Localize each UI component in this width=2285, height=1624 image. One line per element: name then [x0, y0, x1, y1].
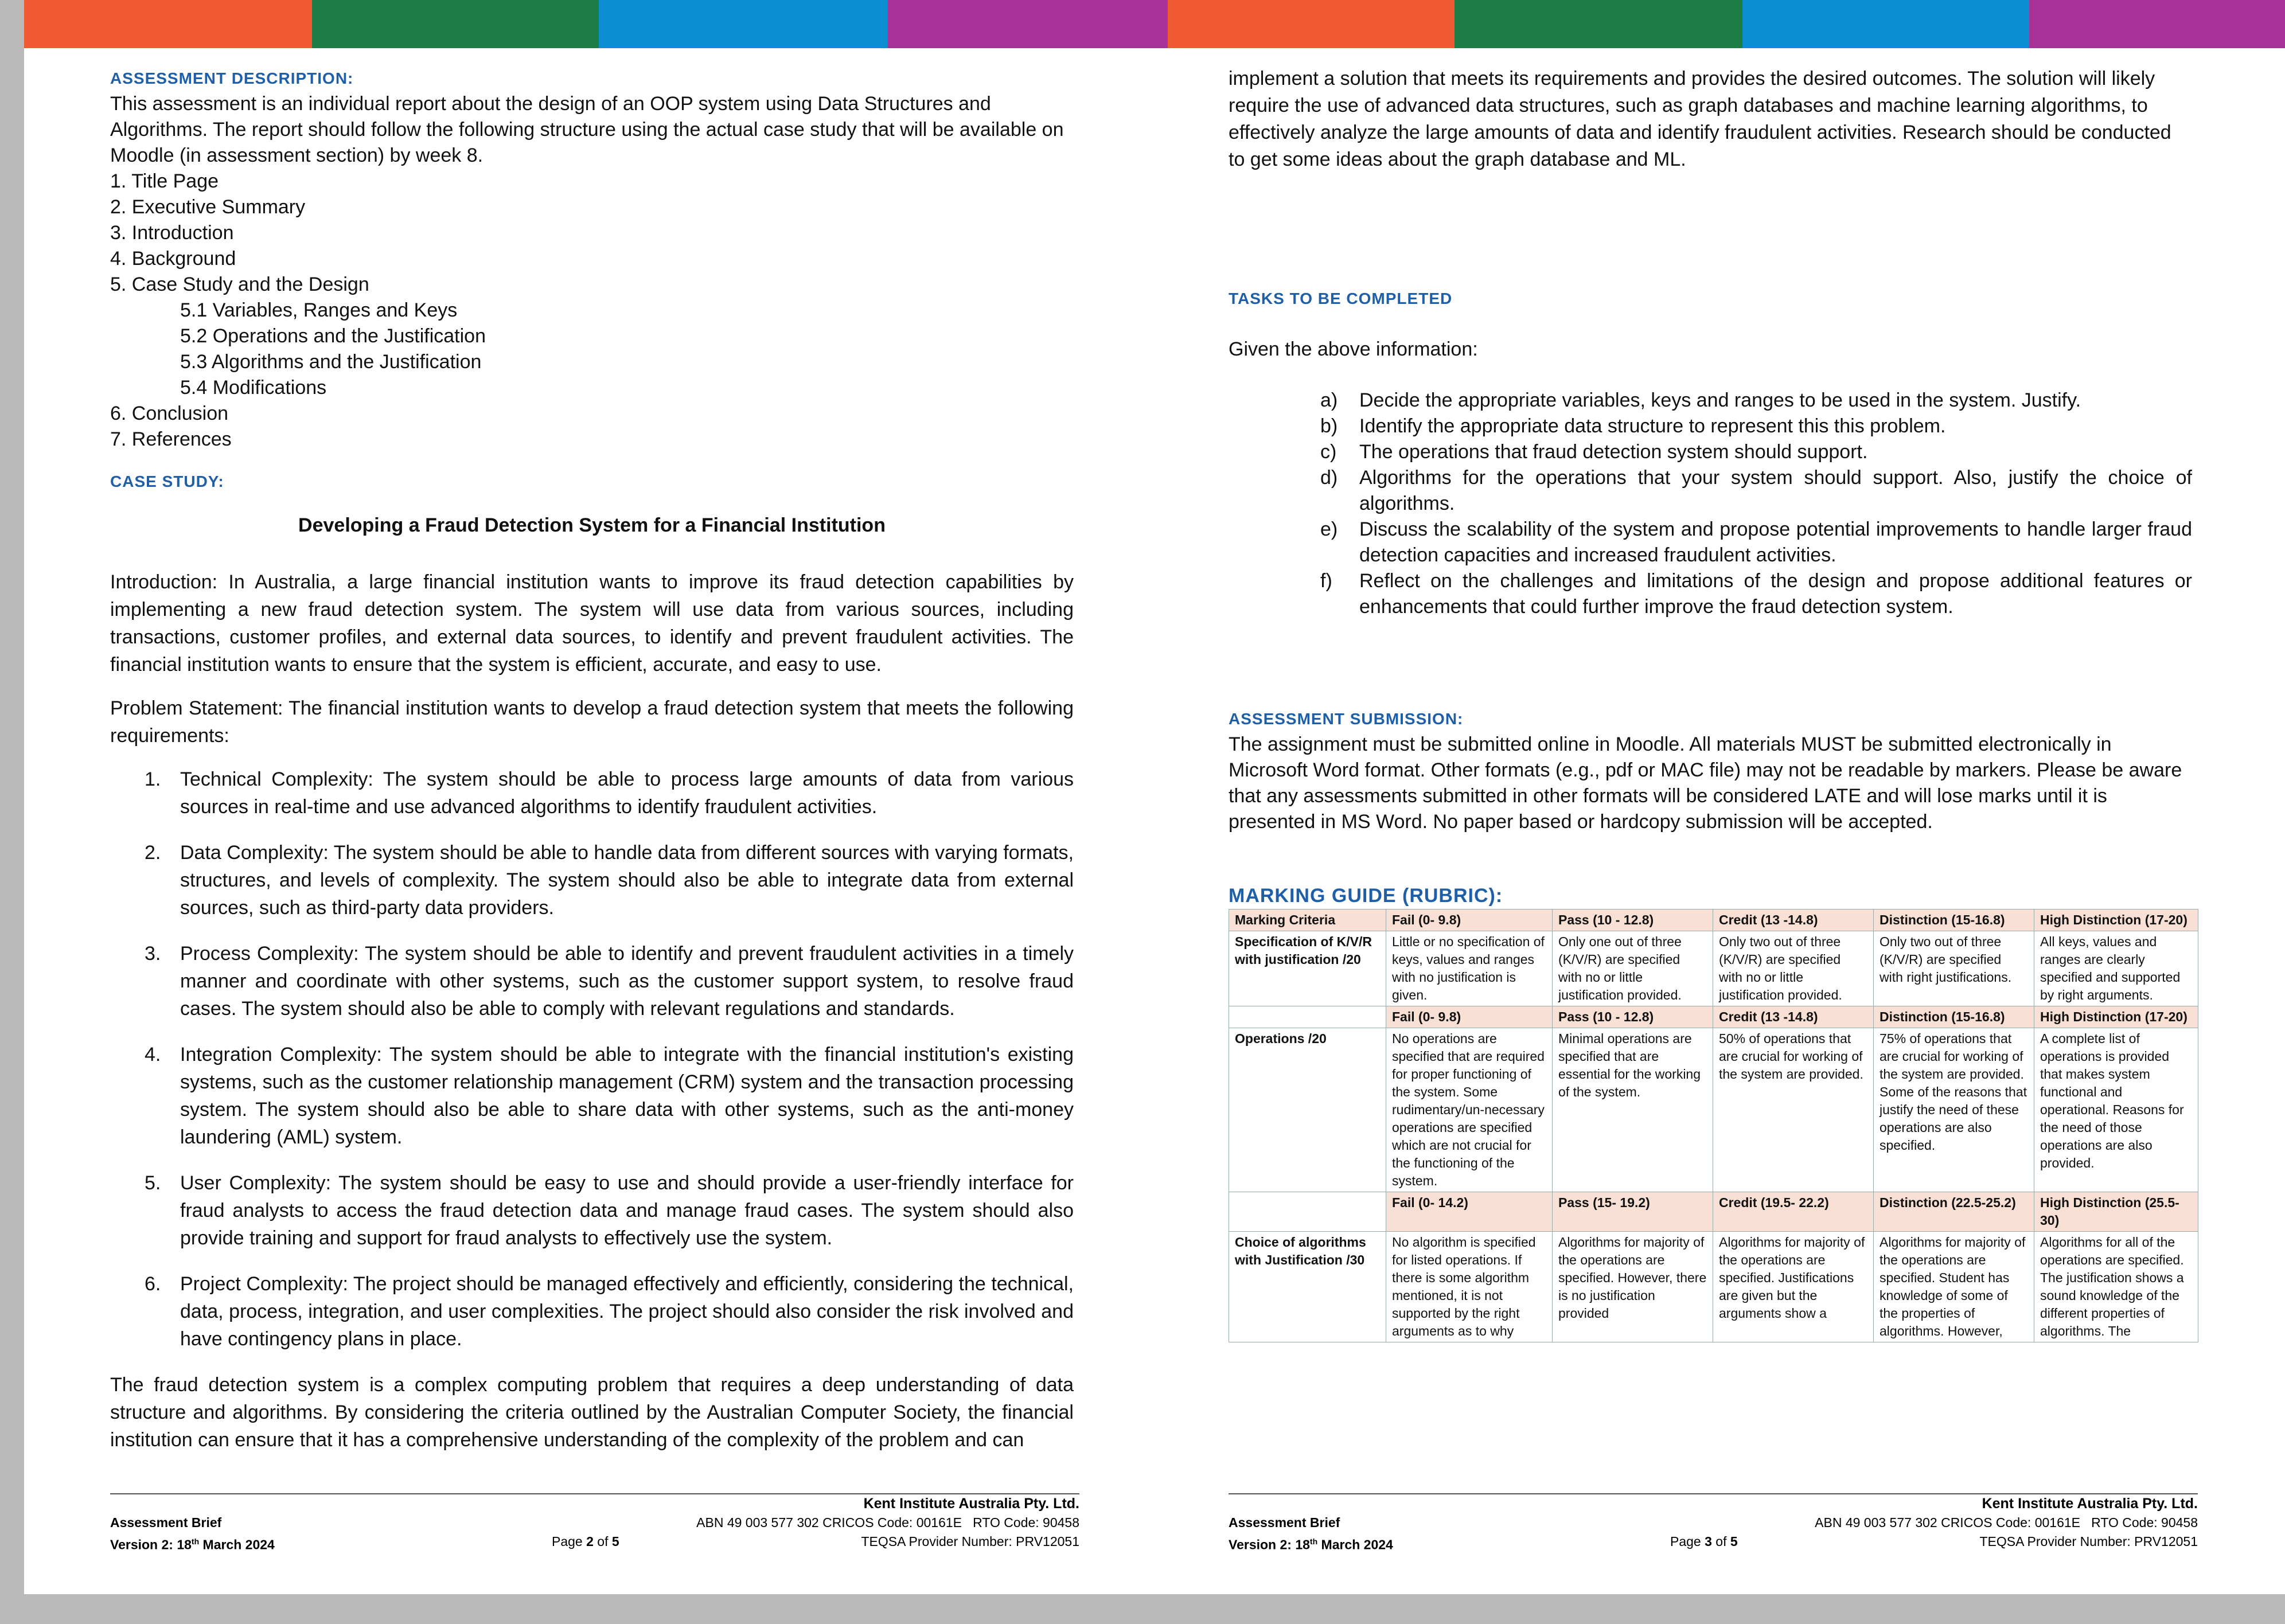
- footer-page-number: [1670, 1532, 1738, 1551]
- footer-teqsa: TEQSA Provider Number: PRV12051: [1979, 1534, 2198, 1549]
- rubric-header-cell: Pass (10 - 12.8): [1553, 909, 1713, 931]
- list-item: 1. Title Page: [110, 170, 219, 192]
- list-item: [1320, 568, 2192, 620]
- list-item: 6. Conclusion: [110, 403, 229, 424]
- rubric-band-cell: Pass (15- 19.2): [1553, 1192, 1713, 1232]
- rubric-band-cell: High Distinction (25.5-30): [2034, 1192, 2198, 1232]
- list-text: User Complexity: The system should be easy to use and should provide a user-friendly interface for fraud analysts to access the fraud detection data and manage fraud cases. The system should also provide training and support for fraud analysts to effectively use the system.: [180, 1172, 1074, 1249]
- rubric-row: [1229, 1232, 2198, 1342]
- list-item: 5.4 Modifications: [180, 377, 327, 399]
- rubric-band-row: [1229, 1006, 2198, 1028]
- list-number: 5.: [145, 1172, 161, 1194]
- footer-page-of: of: [1711, 1534, 1730, 1549]
- rubric-heading: MARKING GUIDE (RUBRIC):: [1229, 885, 1503, 907]
- footer-abn: ABN 49 003 577 302 CRICOS Code: 00161E RTO Code: 90458: [696, 1515, 1079, 1530]
- rubric-header-cell: Distinction (15-16.8): [1874, 909, 2034, 931]
- assessment-description-heading: ASSESSMENT DESCRIPTION:: [110, 69, 354, 87]
- case-study-closing: The fraud detection system is a complex computing problem that requires a deep understanding of data structure and algorithms. By considering the criteria outlined by the Australian Computer Society, the financial institution can ensure that it has a comprehensive understanding of the complexity of the problem and can: [110, 1374, 1074, 1451]
- list-number: 3.: [145, 943, 161, 965]
- footer-doc-title: Assessment Brief: [110, 1515, 222, 1530]
- footer-page-of: of: [593, 1534, 612, 1549]
- rubric-criterion: Operations /20: [1229, 1028, 1386, 1192]
- list-text: Reflect on the challenges and limitations of the design and propose additional features or enhancements that could further improve the fraud detection system.: [1359, 570, 2192, 618]
- brand-color-bar-segment: [1168, 0, 1455, 48]
- list-number: 1.: [145, 768, 161, 790]
- case-study-title: Developing a Fraud Detection System for a Financial Institution: [298, 514, 886, 536]
- footer-version-suffix: March 2024: [199, 1537, 275, 1552]
- footer-version: [1229, 1532, 1393, 1555]
- list-item: [1320, 517, 2192, 568]
- rubric-header-cell: Marking Criteria: [1229, 909, 1386, 931]
- rubric-cell: 75% of operations that are crucial for working of the system are provided. Some of the reasons that justify the need of these operations are also specified.: [1874, 1028, 2034, 1192]
- list-letter: f): [1320, 570, 1332, 592]
- brand-color-bar-segment: [888, 0, 1168, 48]
- rubric-cell: A complete list of operations is provided that makes system functional and operational. Reasons for the need of those operations are also provided.: [2034, 1028, 2198, 1192]
- footer-row: [1229, 1494, 2198, 1513]
- footer-version-prefix: Version 2: 18: [110, 1537, 192, 1552]
- footer-version-sup: th: [1309, 1537, 1318, 1546]
- footer-row: [110, 1532, 1079, 1551]
- rubric-band-cell: Distinction (15-16.8): [1874, 1006, 2034, 1028]
- footer-page-total: 5: [1730, 1534, 1738, 1549]
- footer-row: [1229, 1513, 2198, 1532]
- list-item: 2. Executive Summary: [110, 196, 306, 218]
- list-item: [110, 1270, 1074, 1353]
- list-text: Process Complexity: The system should be able to identify and prevent fraudulent activities in a timely manner and coordinate with other systems, such as the customer support system, to resolve fraud cases. The system should also be able to comply with relevant regulations and standards.: [180, 943, 1074, 1020]
- footer-row: [110, 1494, 1079, 1513]
- submission-text: The assignment must be submitted online in Moodle. All materials MUST be submitted electronically in Microsoft Word format. Other formats (e.g., pdf or MAC file) may not be readable by markers. Please be aware that any assessments submitted in other formats will be considered LATE and will lose marks until it is presented in MS Word. No paper based or hardcopy submission will be accepted.: [1229, 733, 2182, 833]
- rubric-cell: Algorithms for majority of the operations are specified. However, there is no justification provided: [1553, 1232, 1713, 1342]
- rubric-band-cell: Fail (0- 9.8): [1386, 1006, 1553, 1028]
- footer-page-num: 3: [1705, 1534, 1712, 1549]
- footer-version-suffix: March 2024: [1317, 1537, 1393, 1552]
- footer-page-prefix: Page: [552, 1534, 587, 1549]
- rubric-row: [1229, 1028, 2198, 1192]
- footer-version: [110, 1532, 275, 1555]
- requirements-list: [110, 766, 1074, 1353]
- list-number: 6.: [145, 1273, 161, 1295]
- page-2: [24, 48, 1165, 1624]
- list-item: 3. Introduction: [110, 222, 234, 244]
- rubric-row: [1229, 931, 2198, 1006]
- list-item: 5.2 Operations and the Justification: [180, 325, 486, 347]
- list-item: 5. Case Study and the Design: [110, 274, 369, 295]
- footer-doc-title: Assessment Brief: [1229, 1515, 1340, 1530]
- rubric-cell: Little or no specification of keys, values and ranges with no justification is given.: [1386, 931, 1553, 1006]
- list-text: Decide the appropriate variables, keys and ranges to be used in the system. Justify.: [1359, 389, 2081, 411]
- footer-teqsa: TEQSA Provider Number: PRV12051: [861, 1534, 1079, 1549]
- rubric-table: [1229, 909, 2198, 1342]
- rubric-header-cell: High Distinction (17-20): [2034, 909, 2198, 931]
- list-text: Integration Complexity: The system should be able to integrate with the financial institution's existing systems, such as the customer relationship management (CRM) system and the transaction processing system. The system should also be able to share data with other systems, such as the anti-money laundering (AML) system.: [180, 1044, 1074, 1148]
- list-text: Discuss the scalability of the system and propose potential improvements to handle larger fraud detection capacities and increased fraudulent activities.: [1359, 518, 2192, 566]
- case-study-heading: CASE STUDY:: [110, 473, 224, 490]
- rubric-cell: Only two out of three (K/V/R) are specified with right justifications.: [1874, 931, 2034, 1006]
- list-item: [110, 766, 1074, 821]
- list-text: Data Complexity: The system should be able to handle data from different sources with varying formats, structures, and levels of complexity. The system should also be able to integrate data from external sources, such as third-party data providers.: [180, 842, 1074, 919]
- submission-heading: ASSESSMENT SUBMISSION:: [1229, 710, 1464, 728]
- list-text: Project Complexity: The project should be managed effectively and efficiently, considering the technical, data, process, integration, and user complexities. The project should also consider the risk involved and have contingency plans in place.: [180, 1273, 1074, 1350]
- rubric-criterion: Choice of algorithms with Justification /30: [1229, 1232, 1386, 1342]
- list-letter: e): [1320, 518, 1338, 540]
- page-footer: [110, 1493, 1079, 1551]
- rubric-cell: Only one out of three (K/V/R) are specified with no or little justification provided.: [1553, 931, 1713, 1006]
- list-item: [110, 1169, 1074, 1252]
- list-item: [1320, 413, 2192, 439]
- rubric-cell: Algorithms for majority of the operations are specified. Justifications are given but the arguments show a: [1713, 1232, 1874, 1342]
- continuation-text: implement a solution that meets its requirements and provides the desired outcomes. The solution will likely require the use of advanced data structures, such as graph databases and machine learning algorithms, to effectively analyze the large amounts of data and identify fraudulent activities. Research should be conducted to get some ideas about the graph database and ML.: [1229, 68, 2171, 170]
- footer-abn: ABN 49 003 577 302 CRICOS Code: 00161E RTO Code: 90458: [1815, 1515, 2198, 1530]
- list-letter: c): [1320, 441, 1337, 463]
- assessment-description-text: This assessment is an individual report about the design of an OOP system using Data Structures and Algorithms. The report should follow the following structure using the actual case study that will be available on Moodle (in assessment section) by week 8.: [110, 93, 1064, 166]
- rubric-band-row: [1229, 1192, 2198, 1232]
- footer-page-num: 2: [586, 1534, 594, 1549]
- footer-version-prefix: Version 2: 18: [1229, 1537, 1310, 1552]
- rubric-cell: Algorithms for majority of the operations are specified. Student has knowledge of some of the properties of algorithms. However,: [1874, 1232, 2034, 1342]
- list-letter: b): [1320, 415, 1338, 437]
- footer-company: Kent Institute Australia Pty. Ltd.: [863, 1496, 1079, 1512]
- rubric-header-cell: Credit (13 -14.8): [1713, 909, 1874, 931]
- list-text: Algorithms for the operations that your system should support. Also, justify the choice of algorithms.: [1359, 467, 2192, 514]
- tasks-intro: Given the above information:: [1229, 338, 1478, 360]
- case-study-introduction: Introduction: In Australia, a large financial institution wants to improve its fraud detection capabilities by implementing a new fraud detection system. The system will use data from various sources, including transactions, customer profiles, and external data sources, to identify and prevent fraudulent activities. The financial institution wants to ensure that the system is efficient, accurate, and easy to use.: [110, 571, 1074, 676]
- list-item: 4. Background: [110, 248, 236, 270]
- rubric-cell: Algorithms for all of the operations are specified. The justification shows a sound knowledge of the different properties of algorithms. The: [2034, 1232, 2198, 1342]
- list-text: Technical Complexity: The system should be able to process large amounts of data from various sources in real-time and use advanced algorithms to identify fraudulent activities.: [180, 768, 1074, 818]
- list-item: [110, 1041, 1074, 1151]
- page-3-content: [1229, 65, 2192, 1342]
- footer-version-sup: th: [191, 1537, 200, 1546]
- list-item: 5.1 Variables, Ranges and Keys: [180, 299, 458, 321]
- brand-color-bar-segment: [24, 0, 312, 48]
- rubric-cell: All keys, values and ranges are clearly specified and supported by right arguments.: [2034, 931, 2198, 1006]
- brand-color-bar-segment: [1742, 0, 2029, 48]
- rubric-band-cell: High Distinction (17-20): [2034, 1006, 2198, 1028]
- rubric-band-cell: Credit (13 -14.8): [1713, 1006, 1874, 1028]
- rubric-band-cell: Distinction (22.5-25.2): [1874, 1192, 2034, 1232]
- rubric-cell: Only two out of three (K/V/R) are specified with no or little justification provided.: [1713, 931, 1874, 1006]
- brand-color-bar-segment: [2029, 0, 2285, 48]
- rubric-band-cell: Pass (10 - 12.8): [1553, 1006, 1713, 1028]
- list-item: 7. References: [110, 428, 232, 450]
- rubric-band-cell: [1229, 1006, 1386, 1028]
- problem-statement: Problem Statement: The financial institution wants to develop a fraud detection system that meets the following requirements:: [110, 697, 1074, 747]
- rubric-cell: No operations are specified that are required for proper functioning of the system. Some rudimentary/un-necessary operations are specified which are not crucial for the functioning of the system.: [1386, 1028, 1553, 1192]
- brand-color-bar-segment: [1455, 0, 1742, 48]
- rubric-band-cell: [1229, 1192, 1386, 1232]
- brand-color-bar-segment: [599, 0, 888, 48]
- page-3: [1142, 48, 2284, 1624]
- rubric-cell: Minimal operations are specified that are essential for the working of the system.: [1553, 1028, 1713, 1192]
- brand-color-bar-segment: [312, 0, 599, 48]
- page-2-content: [110, 65, 1074, 1454]
- list-number: 2.: [145, 842, 161, 864]
- footer-page-prefix: Page: [1670, 1534, 1705, 1549]
- footer-row: [110, 1513, 1079, 1532]
- report-structure-list: [110, 169, 1074, 452]
- rubric-cell: 50% of operations that are crucial for working of the system are provided.: [1713, 1028, 1874, 1192]
- footer-row: [1229, 1532, 2198, 1551]
- list-letter: a): [1320, 389, 1338, 411]
- list-item: [1320, 439, 2192, 465]
- tasks-heading: TASKS TO BE COMPLETED: [1229, 290, 1453, 307]
- rubric-header-row: [1229, 909, 2198, 931]
- list-item: [110, 839, 1074, 922]
- list-item: 5.3 Algorithms and the Justification: [180, 351, 482, 373]
- list-letter: d): [1320, 467, 1338, 489]
- footer-page-total: 5: [611, 1534, 619, 1549]
- tasks-list: [1320, 388, 2192, 620]
- list-text: The operations that fraud detection system should support.: [1359, 441, 1868, 463]
- list-number: 4.: [145, 1044, 161, 1065]
- page-footer: [1229, 1493, 2198, 1551]
- rubric-header-cell: Fail (0- 9.8): [1386, 909, 1553, 931]
- footer-company: Kent Institute Australia Pty. Ltd.: [1982, 1496, 2198, 1512]
- list-text: Identify the appropriate data structure to represent this this problem.: [1359, 415, 1946, 437]
- footer-page-number: [552, 1532, 619, 1551]
- rubric-cell: No algorithm is specified for listed operations. If there is some algorithm mentioned, it is not supported by the right arguments as to why: [1386, 1232, 1553, 1342]
- list-item: [1320, 388, 2192, 413]
- list-item: [1320, 465, 2192, 517]
- list-item: [110, 940, 1074, 1022]
- rubric-band-cell: Credit (19.5- 22.2): [1713, 1192, 1874, 1232]
- rubric-criterion: Specification of K/V/R with justification /20: [1229, 931, 1386, 1006]
- rubric-band-cell: Fail (0- 14.2): [1386, 1192, 1553, 1232]
